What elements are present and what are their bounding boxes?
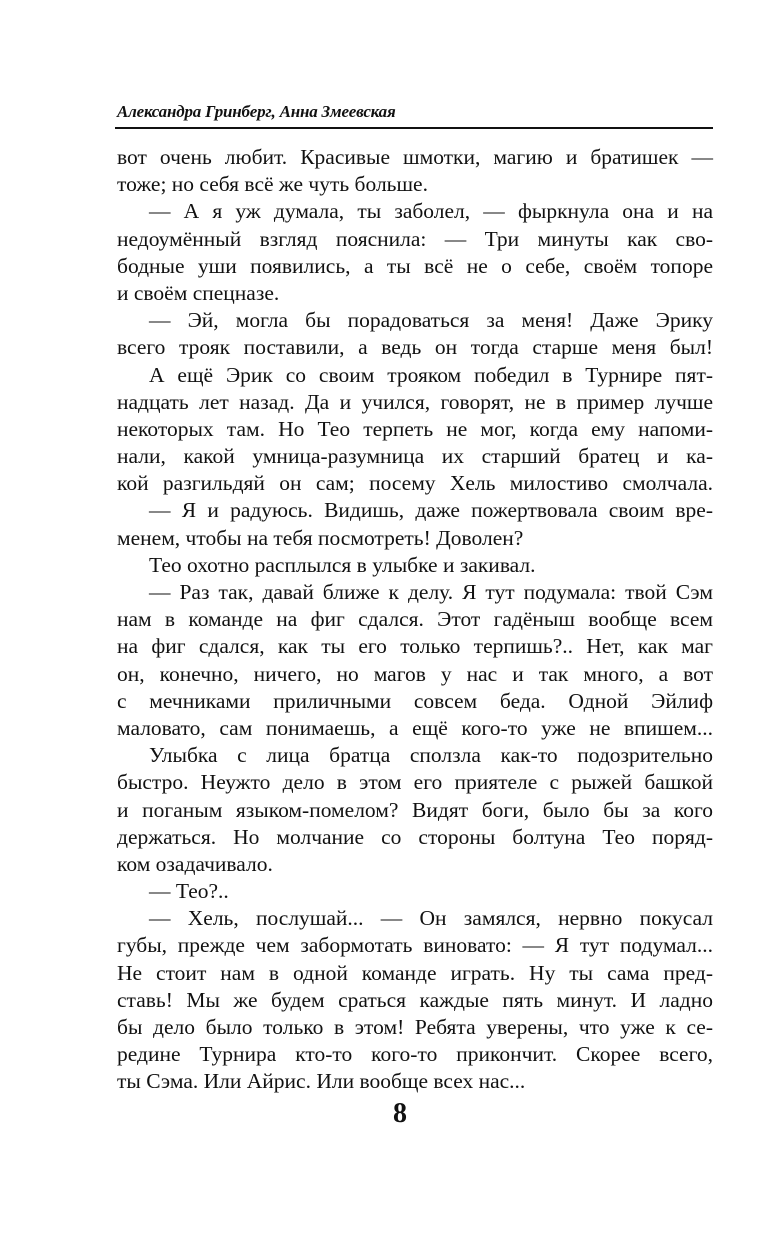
text-line: — Я и радуюсь. Видишь, даже пожертвовала своим вре-	[149, 498, 713, 523]
text-line: Улыбка с лица братца сползла как-то подозрительно	[149, 743, 713, 768]
text-line: — Хель, послушай... — Он замялся, нервно покусал	[149, 906, 713, 931]
text-line: Не стоит нам в одной команде играть. Ну ты сама пред-	[117, 960, 713, 985]
text-line: с мечниками приличными совсем беда. Одной Эйлиф	[117, 688, 713, 713]
text-line: бодные уши появились, а ты всё не о себе, своём топоре	[117, 253, 713, 278]
text-line: ты Сэма. Или Айрис. Или вообще всех нас...	[117, 1069, 526, 1094]
text-line: на фиг сдался, как ты его только терпишь?.. Нет, как маг	[117, 634, 713, 659]
text-line: вот очень любит. Красивые шмотки, магию и братишек —	[117, 145, 713, 169]
text-line: держаться. Но молчание со стороны болтуна Тео поряд-	[117, 824, 713, 849]
text-line: и поганым языком-помелом? Видят боги, было бы за кого	[117, 797, 713, 822]
text-line: он, конечно, ничего, но магов у нас и так много, а вот	[117, 661, 713, 686]
text-line: кой разгильдяй он сам; посему Хель милостиво смолчала.	[117, 471, 713, 496]
body-text	[117, 144, 713, 1096]
text-line: нали, какой умница-разумница их старший братец и ка-	[117, 444, 713, 469]
header-rule	[115, 127, 713, 129]
text-line: быстро. Неужто дело в этом его приятеле с рыжей башкой	[117, 770, 713, 795]
text-line: менем, чтобы на тебя посмотреть! Доволен?	[117, 525, 524, 550]
text-line: и своём спецназе.	[117, 280, 280, 305]
page-number: 8	[393, 1098, 407, 1129]
text-line: бы дело было только в этом! Ребята уверены, что уже к се-	[117, 1015, 713, 1039]
text-line: недоумённый взгляд пояснила: — Три минуты как сво-	[117, 226, 713, 251]
text-line: А ещё Эрик со своим трояком победил в Турнире пят-	[149, 362, 713, 387]
text-line: — А я уж думала, ты заболел, — фыркнула она и на	[149, 199, 713, 224]
text-line: Тео охотно расплылся в улыбке и закивал.	[149, 552, 536, 577]
text-line: маловато, сам понимаешь, а ещё кого-то уже не впишем...	[117, 715, 713, 740]
text-line: надцать лет назад. Да и учился, говорят, не в пример лучше	[117, 389, 713, 414]
running-head: Александра Гринберг, Анна Змеевская	[117, 102, 396, 121]
text-line: губы, прежде чем забормотать виновато: — Я тут подумал...	[117, 933, 713, 958]
text-line: редине Турнира кто-то кого-то прикончит. Скорее всего,	[117, 1042, 713, 1067]
text-line: ком озадачивало.	[117, 851, 273, 876]
text-line: — Эй, могла бы порадоваться за меня! Даже Эрику	[149, 308, 713, 333]
text-line: всего трояк поставили, а ведь он тогда старше меня был!	[117, 335, 713, 360]
text-line: нам в команде на фиг сдался. Этот гадёныш вообще всем	[117, 607, 713, 632]
text-line: тоже; но себя всё же чуть больше.	[117, 172, 428, 197]
text-line: — Тео?..	[149, 879, 229, 904]
text-line: некоторых там. Но Тео терпеть не мог, когда ему напоми-	[117, 416, 713, 441]
text-line: ставь! Мы же будем сраться каждые пять минут. И ладно	[117, 987, 713, 1012]
text-line: — Раз так, давай ближе к делу. Я тут подумала: твой Сэм	[149, 580, 713, 604]
